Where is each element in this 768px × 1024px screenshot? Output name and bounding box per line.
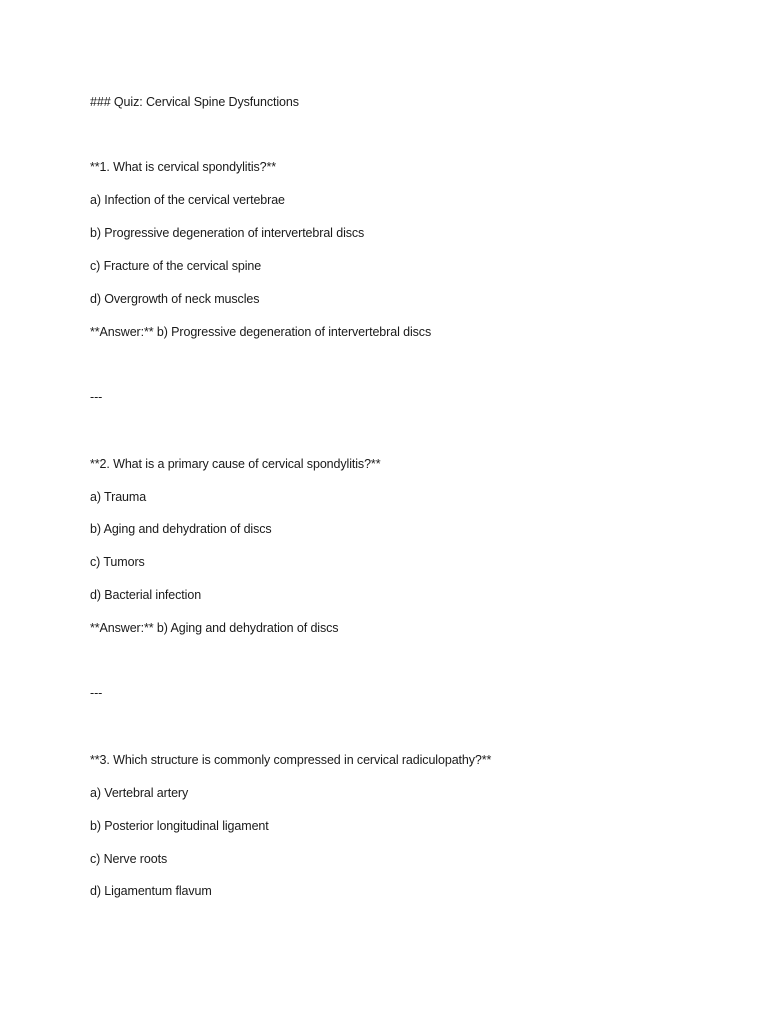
question-1-option-a: a) Infection of the cervical vertebrae: [90, 193, 285, 207]
question-2-option-b: b) Aging and dehydration of discs: [90, 522, 272, 536]
question-3-option-b: b) Posterior longitudinal ligament: [90, 819, 269, 833]
question-2-answer: **Answer:** b) Aging and dehydration of discs: [90, 621, 339, 635]
question-1-option-d: d) Overgrowth of neck muscles: [90, 292, 260, 306]
question-2-option-c: c) Tumors: [90, 555, 145, 569]
question-2-option-d: d) Bacterial infection: [90, 588, 202, 602]
question-1-option-c: c) Fracture of the cervical spine: [90, 259, 262, 273]
question-2-option-a: a) Trauma: [90, 490, 147, 504]
question-2-text: **2. What is a primary cause of cervical spondylitis?**: [90, 457, 381, 471]
question-3-option-c: c) Nerve roots: [90, 852, 168, 866]
question-3-text: **3. Which structure is commonly compressed in cervical radiculopathy?**: [90, 753, 492, 767]
separator-1: ---: [90, 390, 103, 404]
question-3-option-d: d) Ligamentum flavum: [90, 884, 212, 898]
question-3-option-a: a) Vertebral artery: [90, 786, 189, 800]
quiz-heading: ### Quiz: Cervical Spine Dysfunctions: [90, 95, 299, 109]
question-1-text: **1. What is cervical spondylitis?**: [90, 160, 277, 174]
question-1-answer: **Answer:** b) Progressive degeneration of intervertebral discs: [90, 325, 432, 339]
separator-2: ---: [90, 686, 103, 700]
question-1-option-b: b) Progressive degeneration of intervertebral discs: [90, 226, 365, 240]
